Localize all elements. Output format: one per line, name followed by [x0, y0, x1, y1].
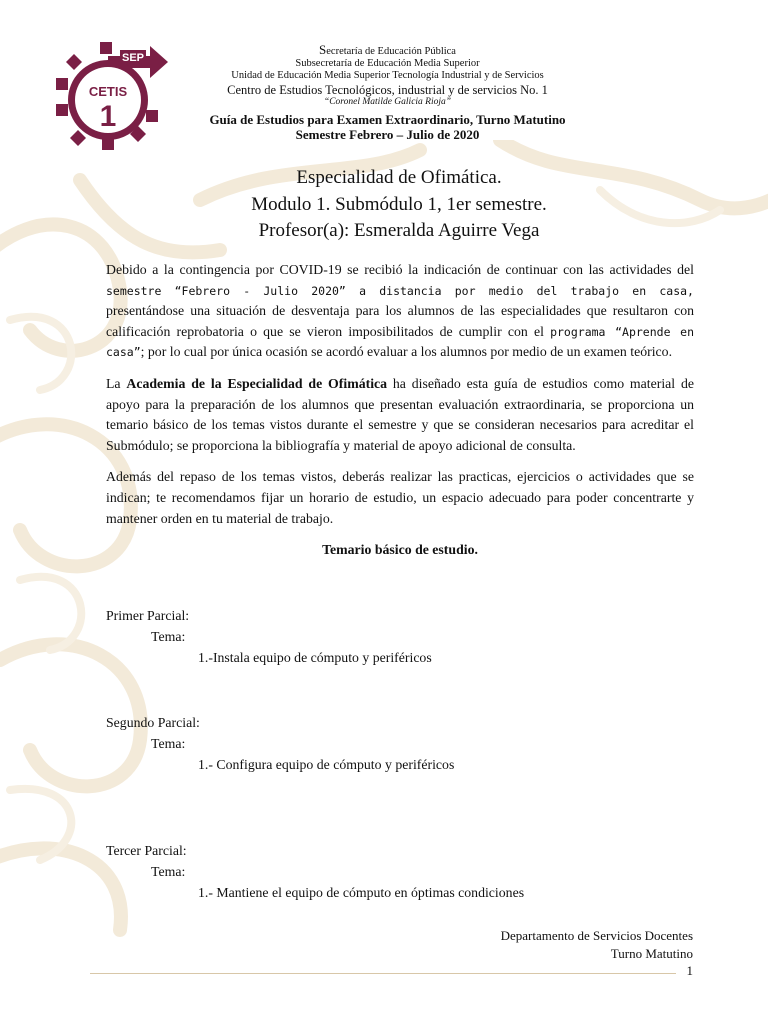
paragraph-3: Además del repaso de los temas vistos, deberás realizar las practicas, ejercicios o actividades que se indican; te recomendamos fijar un horario de estudio, un espacio adecuado para poder concentrarte y mantener orden en tu material de trabajo. — [106, 469, 694, 526]
tema-label: Tema: — [151, 629, 186, 644]
paragraph-1-part-b: presentándose una situación de desventaja para los alumnos de las especialidades que resultaron con calificación reprobatoria o que se vieron imposibilitados de cumplir con el — [106, 303, 694, 339]
specialty-title: Especialidad de Ofimática. — [296, 167, 502, 188]
tema-item: 1.- Configura equipo de cómputo y periféricos — [198, 757, 455, 772]
paragraph-1 — [106, 260, 694, 363]
header-line-4: Centro de Estudios Tecnológicos, industrial y de servicios No. 1 — [227, 82, 548, 97]
header-line-1-initial: S — [319, 42, 327, 57]
paragraph-1-mono-1: semestre “Febrero - Julio 2020” a distancia por medio del trabajo en casa, — [106, 283, 694, 298]
paragraph-2-part-b: ha diseñado esta guía de estudios como material de apoyo para la preparación de los alumnos que presentan evaluación extraordinaria, se proporciona un temario básico de los temas vistos durante el semestre y que se consideran necesarios para acreditar el Submódulo; se proporciona la bibliografía y material de apoyo adicional de consulta. — [106, 375, 694, 453]
document-body — [106, 260, 694, 572]
footer-divider — [90, 973, 676, 974]
logo-sep-text: SEP — [121, 52, 145, 64]
document-header — [190, 42, 585, 142]
syllabus-section-1 — [106, 605, 606, 668]
partial-label: Tercer Parcial: — [106, 843, 187, 858]
header-line-1 — [190, 42, 585, 58]
logo-cetis-text: CETIS — [88, 84, 128, 99]
header-line-5: “Coronel Matilde Galicia Rioja” — [323, 97, 452, 108]
tema-item: 1.- Mantiene el equipo de cómputo en óptimas condiciones — [198, 885, 525, 900]
teacher-title: Profesor(a): Esmeralda Aguirre Vega — [258, 220, 540, 241]
paragraph-2-part-a: La — [106, 375, 127, 391]
syllabus-title: Temario básico de estudio. — [322, 542, 478, 558]
paragraph-1-mono-2: programa “Aprende en casa” — [106, 324, 694, 360]
footer-department: Departamento de Servicios Docentes — [500, 928, 693, 943]
header-line-2: Subsecretaría de Educación Media Superior — [295, 58, 480, 70]
page-number: 1 — [686, 963, 693, 978]
tema-label: Tema: — [151, 736, 186, 751]
paragraph-2-bold: Academia de la Especialidad de Ofimática — [126, 375, 388, 391]
tema-item: 1.-Instala equipo de cómputo y periféricos — [198, 650, 432, 665]
paragraph-2 — [106, 374, 694, 456]
footer-shift: Turno Matutino — [610, 946, 693, 961]
syllabus-section-3 — [106, 840, 606, 903]
header-line-6: Guía de Estudios para Examen Extraordinario, Turno Matutino — [209, 112, 566, 128]
logo-number: 1 — [99, 100, 117, 133]
tema-label: Tema: — [151, 864, 186, 879]
syllabus-section-2 — [106, 712, 606, 775]
header-line-1-rest: ecretaría de Educación Pública — [326, 46, 456, 57]
paragraph-1-part-a: Debido a la contingencia por COVID-19 se recibió la indicación de continuar con las actividades del — [106, 262, 694, 277]
partial-label: Primer Parcial: — [106, 608, 190, 623]
paragraph-1-part-c: ; por lo cual por única ocasión se acordó evaluar a los alumnos por medio de un examen teórico. — [140, 344, 673, 360]
partial-label: Segundo Parcial: — [106, 715, 200, 730]
header-line-3: Unidad de Educación Media Superior Tecnología Industrial y de Servicios — [231, 70, 544, 82]
header-line-7: Semestre Febrero – Julio de 2020 — [295, 127, 480, 143]
title-block — [106, 165, 692, 245]
document-footer — [501, 927, 693, 963]
module-title: Modulo 1. Submódulo 1, 1er semestre. — [251, 193, 547, 215]
cetis-logo — [50, 38, 170, 152]
